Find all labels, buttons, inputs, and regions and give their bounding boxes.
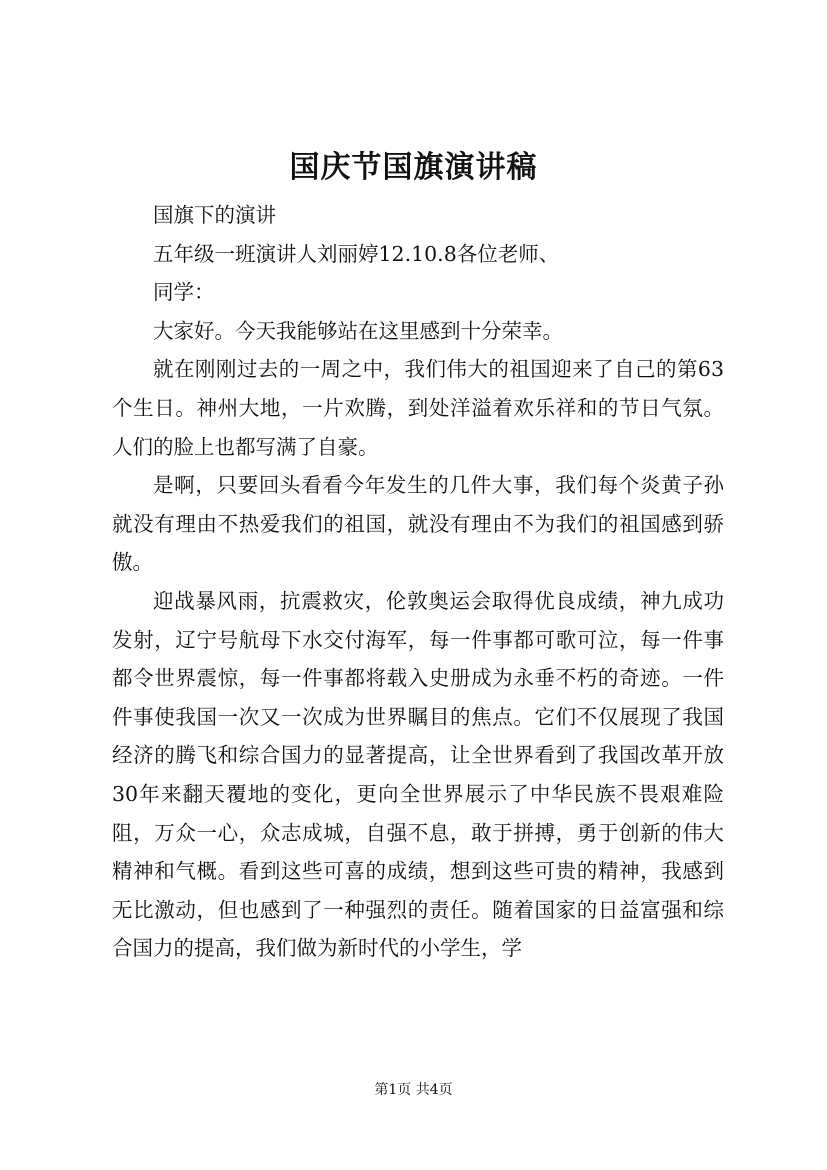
paragraph: 国旗下的演讲	[153, 203, 276, 227]
paragraph: 就在刚刚过去的一周之中，我们伟大的祖国迎来了自己的第63个生日。神州大地，一片欢腾，到处洋溢着欢乐祥和的节日气氛。人们的脸上也都写满了自豪。	[112, 357, 724, 459]
page-footer	[0, 1080, 827, 1100]
page-number: 第1页 共4页	[374, 1082, 453, 1098]
paragraph: 迎战暴风雨，抗震救灾，伦敦奥运会取得优良成绩，神九成功发射，辽宁号航母下水交付海军，每一件事都可歌可泣，每一件事都令世界震惊，每一件事都将载入史册成为永垂不朽的奇迹。一件件事使我国一次又一次成为世界瞩目的焦点。它们不仅展现了我国经济的腾飞和综合国力的显著提高，让全世界看到了我国改革开放30年来翻天覆地的变化，更向全世界展示了中华民族不畏艰难险阻，万众一心，众志成城，自强不息，敢于拼搏，勇于创新的伟大精神和气概。看到这些可喜的成绩，想到这些可贵的精神，我感到无比激动，但也感到了一种强烈的责任。随着国家的日益富强和综合国力的提高，我们做为新时代的小学生，学	[112, 588, 724, 961]
document-body	[112, 196, 724, 968]
paragraph: 大家好。今天我能够站在这里感到十分荣幸。	[153, 318, 563, 343]
paragraph: 是啊，只要回头看看今年发生的几件大事，我们每个炎黄子孙就没有理由不热爱我们的祖国，就没有理由不为我们的祖国感到骄傲。	[112, 473, 724, 575]
paragraph: 五年级一班演讲人刘丽婷12.10.8各位老师、	[153, 241, 560, 266]
document-title: 国庆节国旗演讲稿	[289, 150, 538, 185]
paragraph: 同学：	[153, 280, 215, 305]
